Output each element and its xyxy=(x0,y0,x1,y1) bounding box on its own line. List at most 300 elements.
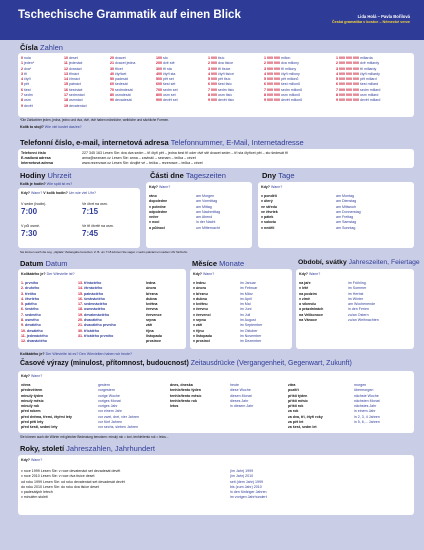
list-item: im Januar xyxy=(240,281,256,285)
section-title-cz: Hodiny xyxy=(20,171,46,180)
roky-de xyxy=(230,469,267,501)
list-item: na podzim xyxy=(299,291,317,296)
section-title-hodiny xyxy=(20,171,71,180)
list-item: 3 000 000 000 tři miliardy xyxy=(336,66,377,71)
list-item: 4 čtyři xyxy=(21,77,31,82)
list-item: 9 000 000 000 devět miliard xyxy=(336,98,381,103)
section-title-cz: Měsíce xyxy=(192,259,218,268)
list-item: im Juni xyxy=(240,307,252,312)
obdobi-box xyxy=(296,269,414,349)
header-bar xyxy=(0,0,424,40)
list-item: 4 000 000 000 čtyři miliardy xyxy=(336,71,380,76)
list-item: im Herbst xyxy=(348,291,364,296)
list-item: am Mittag xyxy=(196,204,212,209)
list-item: října xyxy=(146,328,154,333)
list-item: do roku 2010 Lesen Sie: do roku dva tisíce deset xyxy=(21,484,99,489)
list-item: am Montag xyxy=(336,194,354,198)
dny-de xyxy=(336,194,361,231)
list-item: 11. jedenáctého xyxy=(21,333,48,338)
list-item: vor fünf Jahren xyxy=(98,420,122,425)
list-item: voriges Monat xyxy=(98,398,121,403)
list-item: příští měsíc xyxy=(288,398,308,403)
section-title-cz: Dny xyxy=(262,171,277,180)
q-de: Der Wievielte ist? xyxy=(46,272,75,276)
time-num: 7:00 xyxy=(21,207,38,217)
list-item: 12. dvanáctého xyxy=(21,339,47,344)
list-item: 3 000 000 tři miliony xyxy=(264,66,297,71)
list-item: am Vormittag xyxy=(196,199,218,204)
section-title-de: Tage xyxy=(278,171,295,180)
casti-dne-box xyxy=(146,182,252,248)
q-cz: Kolikátého je? xyxy=(20,352,45,356)
q-cz-2: V kolik hodin? xyxy=(43,191,68,195)
datum-col-3 xyxy=(146,281,162,345)
obdobi-de xyxy=(348,281,379,323)
list-item: 80 osmdesát xyxy=(110,93,131,98)
list-item: v listopadu xyxy=(193,333,212,338)
list-item: um Mitternacht xyxy=(196,225,220,230)
list-item: 900 devět set xyxy=(156,98,178,103)
list-item: před rokem xyxy=(21,409,41,414)
list-item: o půlnoci xyxy=(149,225,165,230)
list-item: diesen Monat xyxy=(230,393,252,398)
list-item: ledna xyxy=(146,281,156,285)
list-item: 5 000 000 pět milionů xyxy=(264,77,299,82)
time-700 xyxy=(21,202,46,217)
section-title-cz: Období, svátky xyxy=(298,259,347,266)
list-item: 3 000 tři tisíce xyxy=(208,66,231,71)
list-item: 40 čtyřicet xyxy=(110,71,127,76)
list-item: 7 000 000 000 sedm miliard xyxy=(336,87,381,92)
q-de: Wann? xyxy=(270,185,283,189)
list-item: 20 dvacet xyxy=(110,56,126,60)
list-item: v únoru xyxy=(193,286,207,291)
q-cz: Kolik to stojí? xyxy=(20,125,44,129)
list-item: am Freitag xyxy=(336,215,354,220)
list-item: am Donnerstag xyxy=(336,209,361,214)
list-item: 500 pět set xyxy=(156,77,174,82)
hodiny-note: Sie können auch die sog. „digitale" Zeitangabe benutzen: Z. B. um 7:15 können Sie sagen v sedm patnáct um sieben Uhr fünfzehn. xyxy=(20,250,188,254)
list-item: 9 000 000 devět milionů xyxy=(264,98,303,103)
list-item: zítra xyxy=(288,383,296,387)
telefon-labels xyxy=(21,151,53,166)
list-item: 16. šestnáctého xyxy=(78,296,105,301)
list-item: E-mailová adresa xyxy=(21,156,51,161)
list-item: 60 šedesát xyxy=(110,82,128,87)
list-item: am Nachmittag xyxy=(196,209,221,214)
list-item: večer xyxy=(149,215,159,220)
section-title-cz: Časové výrazy (minulost, přítomnost, budoucnost) xyxy=(20,360,189,367)
list-item: 7 000 000 sedm milionů xyxy=(264,87,303,92)
mesice-de xyxy=(240,281,262,345)
numbers-note: *Die Zahlwörter jeden, jedna, jedno und dva, dvě, dvě haben männliche, weibliche und sächliche Formen. xyxy=(20,118,170,122)
list-item: im Frühling xyxy=(348,281,366,285)
list-item: dieses Jahr xyxy=(230,398,249,403)
list-item: 21 dvacet jedna xyxy=(110,61,136,66)
list-item: seit (dem Jahr) 1999 xyxy=(230,479,263,484)
list-item: am Dienstag xyxy=(336,199,357,204)
list-item: 13. třináctého xyxy=(78,281,102,285)
numbers-col-3 xyxy=(110,56,135,104)
q-cz: Kdy? xyxy=(21,374,30,378)
list-item: www.rezervace.cz Lesen Sie: dvojité vé – tečka – rezervace – tečka – cézet xyxy=(82,161,203,166)
list-item: im September xyxy=(240,323,263,328)
casove-col-4 xyxy=(230,383,253,409)
list-item: dubna xyxy=(146,296,157,301)
subtitle: Česká gramatika v kostce – Německé verze xyxy=(331,20,410,24)
list-item: voriges Jahr xyxy=(98,404,118,409)
list-item: 21. dvacátého prvního xyxy=(78,323,116,328)
list-item: odpoledne xyxy=(149,209,168,214)
casove-col-3 xyxy=(170,383,202,409)
list-item: před šesti, sedmi lety xyxy=(21,425,58,430)
list-item: vorige Woche xyxy=(98,393,120,398)
list-item: anna@seznam.cz Lesen Sie: anna – zavináč – seznam – tečka – cézet xyxy=(82,156,196,161)
list-item: 3 tři xyxy=(21,71,27,76)
list-item: in einem Jahr xyxy=(354,409,376,414)
list-item: 8 000 000 osm milionů xyxy=(264,93,301,98)
list-item: v květnu xyxy=(193,302,208,307)
list-item: září xyxy=(146,323,153,328)
list-item: o prázdninách xyxy=(299,307,324,312)
list-item: am Mittwoch xyxy=(336,204,357,209)
list-item: 9 000 devět tisíc xyxy=(208,98,235,103)
list-item: zu/an Ostern xyxy=(348,312,369,317)
section-title-de: Tageszeiten xyxy=(185,171,226,180)
time-cz: Ve tři čtvrtě na osm. xyxy=(82,224,114,228)
list-item: 8 osm xyxy=(21,98,31,103)
list-item: v lednu xyxy=(193,281,206,285)
q-cz: Kdy? xyxy=(21,191,30,195)
list-item: 19. devatenáctého xyxy=(78,312,110,317)
hodiny-box xyxy=(18,188,140,248)
list-item: 16 šestnáct xyxy=(64,87,83,92)
section-title-de: Telefonnummer, E-Mail, Internetadresse xyxy=(170,138,304,147)
list-item: im April xyxy=(240,296,252,301)
list-item: 15 patnáct xyxy=(64,82,81,87)
list-item: v sobotu xyxy=(261,220,276,225)
list-item: 20. dvacátého xyxy=(78,318,102,323)
casove-col-6 xyxy=(354,383,380,425)
list-item: 100 sto xyxy=(156,56,168,60)
list-item: 18. osmnáctého xyxy=(78,307,106,312)
list-item: 4 000 000 čtyři miliony xyxy=(264,71,300,76)
list-item: morgen xyxy=(354,383,367,387)
datum-q xyxy=(21,272,75,276)
list-item: 0 nula xyxy=(21,56,31,60)
list-item: 14. čtrnáctého xyxy=(78,286,103,291)
list-item: v říjnu xyxy=(193,328,204,333)
section-title-cz: Části dne xyxy=(150,171,184,180)
list-item: im November xyxy=(240,333,262,338)
section-title-de: Jahreszeiten, Feiertage xyxy=(348,259,420,266)
list-item: dnes, dneska xyxy=(170,383,193,387)
list-item: vor zwei, drei, vier Jahren xyxy=(98,414,139,419)
section-title-cz: Čísla xyxy=(20,43,38,52)
mesice-q xyxy=(193,272,214,276)
list-item: 70 sedmdesát xyxy=(110,87,133,92)
list-item: v roce 2010 Lesen Sie: v roce dva tisíce deset xyxy=(21,474,95,479)
datum-box xyxy=(18,269,186,349)
numbers-col-2 xyxy=(64,56,87,109)
numbers-col-7 xyxy=(336,56,380,104)
list-item: vorgestern xyxy=(98,388,115,393)
time-730 xyxy=(21,224,40,239)
q-de: Wann? xyxy=(308,272,321,276)
casti-dne-de xyxy=(196,194,220,231)
time-cz: Ve čtvrt na osm. xyxy=(82,202,108,206)
list-item: v noci xyxy=(149,220,160,225)
time-cz: V půl osmé. xyxy=(21,224,40,228)
list-item: před pěti lety xyxy=(21,420,44,425)
list-item: in den fünfziger Jahren xyxy=(230,490,267,495)
list-item: 2. druhého xyxy=(21,286,40,291)
time-715 xyxy=(82,202,108,217)
list-item: v září xyxy=(193,323,203,328)
numbers-question xyxy=(20,125,82,129)
q-de-2: Um wie viel Uhr? xyxy=(68,191,96,195)
list-item: 400 čtyři sta xyxy=(156,71,176,76)
list-item: 9. devátého xyxy=(21,323,41,328)
q-de: Wann? xyxy=(30,374,43,378)
list-item: vor einem Jahr xyxy=(98,409,122,414)
casove-box xyxy=(18,371,414,433)
list-item: 5. pátého xyxy=(21,302,37,307)
list-item: Telefonní číslo xyxy=(21,151,46,155)
hodiny-question xyxy=(20,182,72,186)
q-de: Wann? xyxy=(202,272,215,276)
roky-q xyxy=(21,458,42,462)
q-de: Wie viel kostet das/es? xyxy=(44,125,82,129)
authors: Lida Holá – Pavla Bořilová xyxy=(357,14,410,19)
list-item: července xyxy=(146,312,162,317)
list-item: minulý rok xyxy=(21,404,40,409)
list-item: v poledne xyxy=(149,204,166,209)
list-item: v srpnu xyxy=(193,318,206,323)
list-item: minulý měsíc xyxy=(21,398,44,403)
section-title-de: Monate xyxy=(219,259,245,268)
list-item: ve středu xyxy=(261,204,277,209)
casove-col-1 xyxy=(21,383,72,431)
list-item: 2 000 000 000 dvě miliardy xyxy=(336,61,380,66)
section-title-cz: Telefonní číslo, e-mail, internetová adresa xyxy=(20,138,169,147)
list-item: 5 000 pět tisíc xyxy=(208,77,231,82)
list-item: 5 pět xyxy=(21,82,29,87)
list-item: 800 osm set xyxy=(156,93,176,98)
list-item: 10 deset xyxy=(64,56,78,60)
list-item: 227 345 163 Lesen Sie: dva dva sedm – tři čtyři pět – jedna šest tři oder dvě stě dvacet sedm – tři sta čtyřicet pět – sto šedesát tři xyxy=(82,151,288,155)
list-item: nächsten Monat xyxy=(354,398,380,403)
casti-dne-cz xyxy=(149,194,167,231)
casove-q xyxy=(21,374,42,378)
list-item: ráno xyxy=(149,194,157,198)
list-item: srpna xyxy=(146,318,156,323)
list-item: 2 dva* xyxy=(21,66,32,71)
section-title-datum xyxy=(20,259,68,268)
list-item: v zimě xyxy=(299,296,310,301)
list-item: im Dezember xyxy=(240,339,262,344)
casove-col-5 xyxy=(288,383,323,431)
list-item: v minulém století xyxy=(21,495,48,500)
list-item: im Winter xyxy=(348,296,364,301)
list-item: 1 jeden* xyxy=(21,61,35,66)
list-item: v padesátých letech xyxy=(21,490,53,495)
list-item: 200 dvě stě xyxy=(156,61,175,66)
list-item: 14 čtrnáct xyxy=(64,77,80,82)
list-item: zu/an Weihnachten xyxy=(348,318,379,323)
dny-cz xyxy=(261,194,278,231)
list-item: in der Nacht xyxy=(196,220,216,225)
dny-box xyxy=(258,182,414,248)
list-item: v neděli xyxy=(261,225,275,230)
page-title: Tschechische Grammatik auf einen Blick xyxy=(18,9,241,21)
section-title-obdobi xyxy=(298,259,420,267)
q-cz: Kdy? xyxy=(299,272,308,276)
list-item: im vorigen Jahrhundert xyxy=(230,495,267,500)
list-item: im Juli xyxy=(240,312,251,317)
list-item: za rok xyxy=(288,409,299,414)
list-item: prosince xyxy=(146,339,161,344)
list-item: dopoledne xyxy=(149,199,168,204)
list-item: am Abend xyxy=(196,215,213,220)
list-item: im August xyxy=(240,318,256,323)
list-item: 30. třicátého xyxy=(78,328,100,333)
section-title-telefon xyxy=(20,138,304,147)
list-item: v červenci xyxy=(193,312,211,317)
list-item: 7 sedm xyxy=(21,93,33,98)
list-item: za pět let xyxy=(288,420,304,425)
list-item: v březnu xyxy=(193,291,208,296)
list-item: příští týden xyxy=(288,393,308,398)
list-item: 3. třetího xyxy=(21,291,37,296)
list-item: 7 000 sedm tisíc xyxy=(208,87,235,92)
list-item: 6. šestého xyxy=(21,307,39,312)
list-item: am Sonntag xyxy=(336,225,356,230)
list-item: 19 devatenáct xyxy=(64,103,87,108)
list-item: v roce 1999 Lesen Sie: v roce devatenáct set devadesát devět xyxy=(21,469,121,473)
list-item: 5 000 000 000 pět miliard xyxy=(336,77,377,82)
list-item: včera xyxy=(21,383,31,387)
list-item: v červnu xyxy=(193,307,208,312)
numbers-col-1 xyxy=(21,56,34,109)
section-title-de: Uhrzeit xyxy=(47,171,72,180)
obdobi-q xyxy=(299,272,320,276)
list-item: května xyxy=(146,302,158,307)
section-title-de: Zahlen xyxy=(40,43,63,52)
q-cz: Kdy? xyxy=(149,185,158,189)
list-item: v dubnu xyxy=(193,296,207,301)
list-item: 6 šest xyxy=(21,87,31,92)
datum-col-2 xyxy=(78,281,116,339)
list-item: před dvěma, třemi, čtyřmi lety xyxy=(21,414,72,419)
list-item: 6 000 000 šest milionů xyxy=(264,82,300,87)
datum-q2 xyxy=(20,352,132,356)
q-cz: Kolik je hodin? xyxy=(20,182,46,186)
list-item: im Mai xyxy=(240,302,251,307)
q-de: Wann? xyxy=(158,185,171,189)
numbers-col-6 xyxy=(264,56,302,104)
section-title-cisla xyxy=(20,43,63,52)
list-item: 700 sedm set xyxy=(156,87,178,92)
list-item: 31. třicátého prvního xyxy=(78,333,114,338)
list-item: 6 000 000 000 šest miliard xyxy=(336,82,379,87)
q-de: Wie spät ist es? xyxy=(46,182,73,186)
list-item: 4. čtvrtého xyxy=(21,296,40,301)
section-title-de: Jahreszahlen, Jahrhundert xyxy=(66,444,155,453)
list-item: 50 padesát xyxy=(110,77,128,82)
section-title-de: Datum xyxy=(45,259,68,268)
list-item: tenhle/tento rok xyxy=(170,398,197,403)
q-cz: Kolikátého je? xyxy=(21,272,46,276)
list-item: 9 devět xyxy=(21,103,33,108)
list-item: 1 000 tisíc xyxy=(208,56,225,60)
numbers-box xyxy=(18,53,414,117)
telefon-box xyxy=(18,149,414,168)
list-item: im Oktober xyxy=(240,328,258,333)
list-item: tenhle/tento měsíc xyxy=(170,393,202,398)
list-item: nächste Woche xyxy=(354,393,379,398)
time-num: 7:30 xyxy=(21,229,38,239)
list-item: gestern xyxy=(98,383,110,387)
list-item: am Wochenende xyxy=(348,302,376,307)
list-item: 6 000 šest tisíc xyxy=(208,82,232,87)
list-item: na Vánoce xyxy=(299,318,317,323)
list-item: na jaře xyxy=(299,281,311,285)
list-item: 1 000 000 milion xyxy=(264,56,291,60)
list-item: 300 tři sta xyxy=(156,66,172,71)
list-item: 8 000 osm tisíc xyxy=(208,93,233,98)
list-item: 1. prvního xyxy=(21,281,39,285)
list-item: (im Jahr) 2010 xyxy=(230,474,254,479)
list-item: v úterý xyxy=(261,199,273,204)
numbers-col-5 xyxy=(208,56,234,104)
q-cz: Kdy? xyxy=(193,272,202,276)
mesice-box xyxy=(190,269,292,349)
q-cz: Kdy? xyxy=(21,458,30,462)
time-cz: V sedm (hodin). xyxy=(21,202,47,206)
obdobi-cz xyxy=(299,281,323,323)
list-item: 2 000 000 dva miliony xyxy=(264,61,299,66)
list-item: diese Woche xyxy=(230,388,251,393)
list-item: 30 třicet xyxy=(110,66,123,71)
list-item: ve čtvrtek xyxy=(261,209,278,214)
time-num: 7:45 xyxy=(82,229,99,239)
list-item: tenhle/tento týden xyxy=(170,388,201,393)
list-item: února xyxy=(146,286,156,291)
list-item: 4 000 čtyři tisíce xyxy=(208,71,234,76)
numbers-col-4 xyxy=(156,56,178,104)
list-item: bis (zum Jahr) 2010 xyxy=(230,484,262,489)
list-item: příští rok xyxy=(288,404,304,409)
list-item: na Velikonoce xyxy=(299,312,323,317)
list-item: in 5, 6,... Jahren xyxy=(354,420,380,425)
list-item: 8. osmého xyxy=(21,318,39,323)
list-item: o víkendu xyxy=(299,302,316,307)
section-title-casove xyxy=(20,360,352,368)
list-item: v pondělí xyxy=(261,194,277,198)
hodiny-q2 xyxy=(21,191,96,195)
list-item: heute xyxy=(230,383,239,387)
list-item: 1 000 000 000 miliarda xyxy=(336,56,373,60)
list-item: am Morgen xyxy=(196,194,215,198)
list-item: im Sommer xyxy=(348,286,367,291)
time-745 xyxy=(82,224,114,239)
q-de: Wann? xyxy=(30,191,43,195)
datum-col-1 xyxy=(21,281,48,345)
list-item: za dva, tři, čtyři roky xyxy=(288,414,323,419)
section-title-roky xyxy=(20,444,155,453)
roky-box xyxy=(18,455,414,515)
